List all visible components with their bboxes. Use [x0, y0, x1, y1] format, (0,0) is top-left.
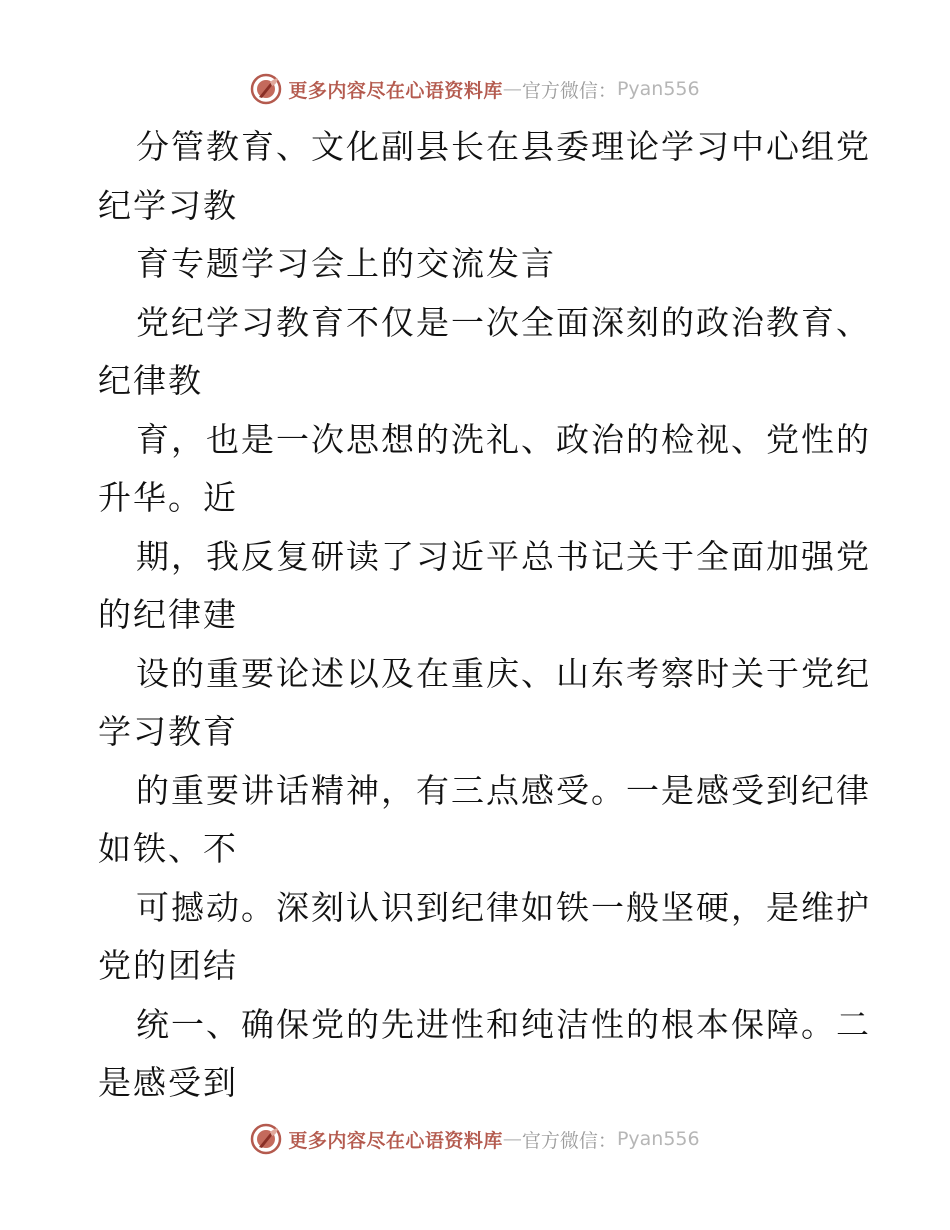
quill-logo-icon [250, 73, 282, 105]
text-line: 的重要讲话精神，有三点感受。一是感受到纪律 [136, 770, 871, 810]
text-line: 升华。近 [98, 478, 238, 517]
text-line: 如铁、不 [98, 829, 238, 868]
text-line: 纪学习教 [98, 185, 238, 225]
text-line: 可撼动。深刻认识到纪律如铁一般坚硬，是维护 [136, 887, 871, 927]
text-line: 分管教育、文化副县长在县委理论学习中心组党 [136, 127, 871, 166]
text-line: 纪律教 [98, 361, 203, 400]
watermark-handle: Pyan556 [616, 1128, 700, 1150]
text-line: 育专题学习会上的交流发言 [136, 244, 556, 283]
text-line: 是感受到 [98, 1063, 238, 1102]
watermark-dash: — [502, 1128, 522, 1150]
watermark-brand: 更多内容尽在心语资料库 [288, 1129, 503, 1152]
watermark-header [0, 72, 950, 106]
text-line: 党纪学习教育不仅是一次全面深刻的政治教育、 [136, 302, 871, 342]
text-line: 统一、确保党的先进性和纯洁性的根本保障。二 [136, 1004, 871, 1044]
quill-logo-icon [250, 1123, 282, 1155]
document-body [98, 118, 871, 1113]
watermark-wechat: 官方微信： [521, 1129, 617, 1152]
watermark-wechat: 官方微信： [521, 79, 617, 102]
watermark-dash: — [502, 78, 522, 100]
text-line: 党的团结 [98, 946, 238, 985]
watermark-footer [0, 1122, 950, 1156]
text-line: 设的重要论述以及在重庆、山东考察时关于党纪 [136, 653, 871, 693]
watermark-brand: 更多内容尽在心语资料库 [288, 79, 503, 102]
text-line: 的纪律建 [98, 595, 238, 634]
text-line: 育，也是一次思想的洗礼、政治的检视、党性的 [136, 419, 871, 459]
text-line: 期，我反复研读了习近平总书记关于全面加强党 [136, 536, 871, 576]
watermark-handle: Pyan556 [616, 78, 700, 100]
text-line: 学习教育 [98, 712, 238, 751]
